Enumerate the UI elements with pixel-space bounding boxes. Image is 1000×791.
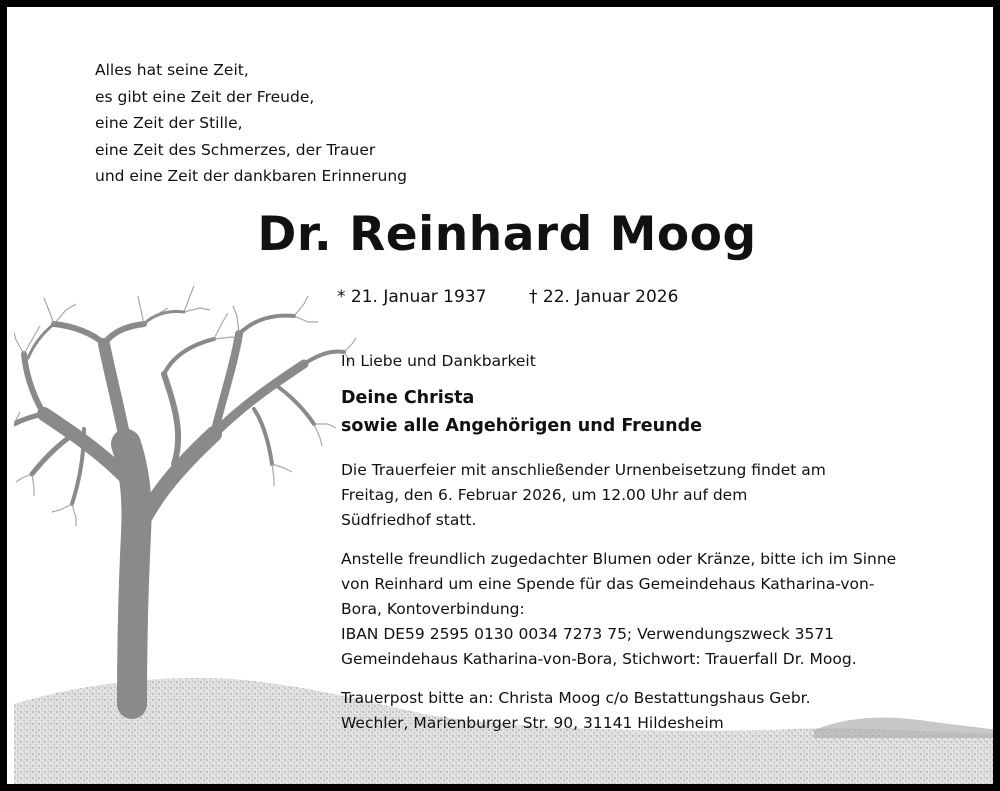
donation-line: IBAN DE59 2595 0130 0034 7273 75; Verwendungszweck 3571	[341, 625, 835, 643]
mourner-line: sowie alle Angehörigen und Freunde	[341, 416, 702, 436]
service-line: Südfriedhof statt.	[341, 511, 477, 529]
address-line: Trauerpost bitte an: Christa Moog c/o Bestattungshaus Gebr.	[341, 689, 811, 707]
poem-line: es gibt eine Zeit der Freude,	[95, 87, 315, 106]
donation-line: Bora, Kontoverbindung:	[341, 600, 525, 618]
service-line: Die Trauerfeier mit anschließender Urnenbeisetzung findet am	[341, 461, 826, 479]
mourner-line: Deine Christa	[341, 388, 475, 408]
donation-line: Anstelle freundlich zugedachter Blumen oder Kränze, bitte ich im Sinne	[341, 550, 897, 568]
obituary-body	[341, 349, 921, 736]
death-date: † 22. Januar 2026	[529, 287, 679, 307]
closing-phrase: In Liebe und Dankbarkeit	[341, 352, 536, 370]
opening-poem	[95, 57, 407, 190]
deceased-name: Dr. Reinhard Moog	[257, 207, 757, 262]
poem-line: eine Zeit des Schmerzes, der Trauer	[95, 140, 376, 159]
birth-date: * 21. Januar 1937	[337, 287, 487, 307]
poem-line: Alles hat seine Zeit,	[95, 61, 249, 79]
donation-line: Gemeindehaus Katharina-von-Bora, Stichwort: Trauerfall Dr. Moog.	[341, 650, 857, 668]
poem-line: und eine Zeit der dankbaren Erinnerung	[95, 167, 407, 185]
service-line: Freitag, den 6. Februar 2026, um 12.00 Uhr auf dem	[341, 486, 748, 504]
poem-line: eine Zeit der Stille,	[95, 114, 243, 132]
address-line: Wechler, Marienburger Str. 90, 31141 Hildesheim	[341, 714, 724, 732]
donation-line: von Reinhard um eine Spende für das Gemeindehaus Katharina-von-	[341, 575, 875, 593]
